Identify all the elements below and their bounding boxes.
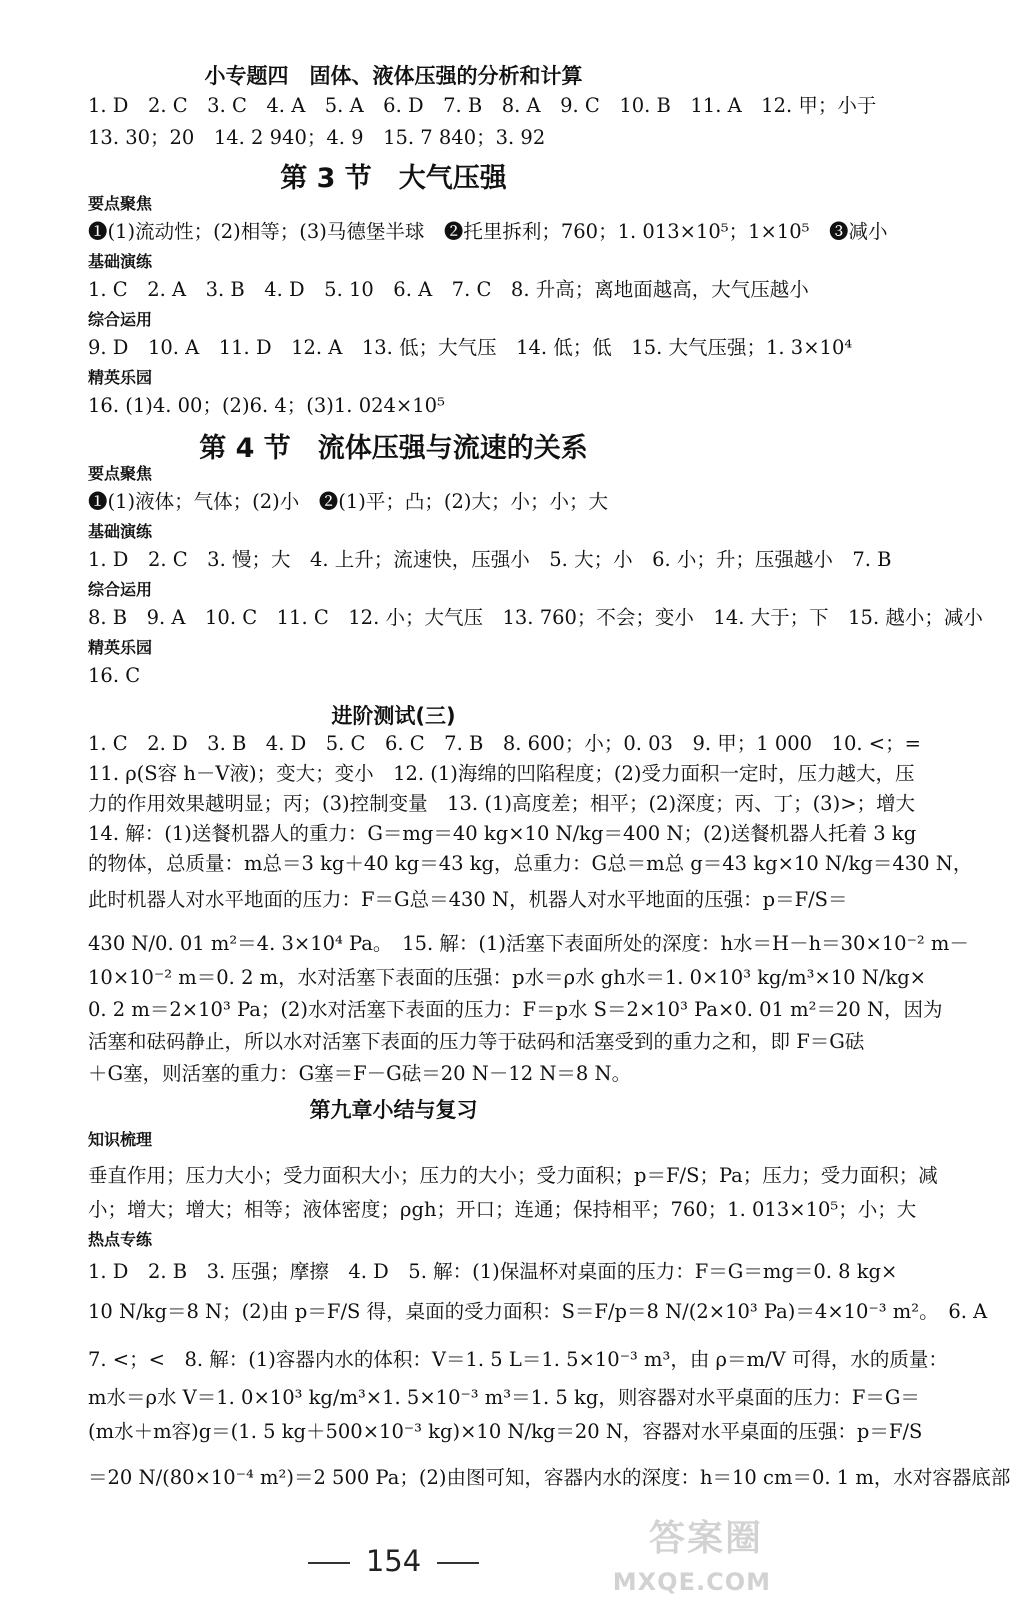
chapter9-hot-line-4: m水＝ρ水 V＝1. 0×10³ kg/m³×1. 5×10⁻³ m³＝1. 5 kg，则容器对水平桌面的压力：F＝G＝ (88, 1386, 920, 1409)
test3-line-5: 的物体，总质量：m总＝3 kg＋40 kg＝43 kg，总重力：G总＝m总 g＝43 kg×10 N/kg＝430 N， (88, 852, 973, 875)
topic4-line-1: 1. D 2. C 3. C 4. A 5. A 6. D 7. B 8. A 9. C 10. B 11. A 12. 甲；小于 (88, 94, 877, 117)
test3-line-6: 此时机器人对水平地面的压力：F＝G总＝430 N，机器人对水平地面的压强：p＝F/S＝ (88, 888, 848, 911)
chapter9-knowledge-line-1: 垂直作用；压力大小；受力面积大小；压力的大小；受力面积；p＝F/S；Pa；压力；受力面积；减 (88, 1164, 938, 1187)
topic4-line-2: 13. 30；20 14. 2 940；4. 9 15. 7 840；3. 92 (88, 126, 546, 149)
watermark-logo (591, 1508, 781, 1596)
section3-basic-line: 1. C 2. A 3. B 4. D 5. 10 6. A 7. C 8. 升高；离地面越高，大气压越小 (88, 278, 809, 301)
test3-line-7: 430 N/0. 01 m²＝4. 3×10⁴ Pa。 15. 解：(1)活塞下表面所处的深度：h水＝H－h＝30×10⁻² m－ (88, 932, 969, 955)
section3-comp-heading: 综合运用 (88, 310, 153, 329)
test3-line-1: 1. C 2. D 3. B 4. D 5. C 6. C 7. B 8. 600；小；0. 03 9. 甲；1 000 10. <；= (88, 732, 921, 755)
chapter9-hot-heading: 热点专练 (88, 1230, 153, 1249)
test3-line-4: 14. 解：(1)送餐机器人的重力：G＝mg＝40 kg×10 N/kg＝400 N；(2)送餐机器人托着 3 kg (88, 822, 917, 845)
watermark-url: MXQE.COM (612, 1568, 771, 1596)
chapter9-hot-line-3: 7. <；< 8. 解：(1)容器内水的体积：V＝1. 5 L＝1. 5×10⁻³ m³，由 ρ＝m/V 可得，水的质量： (88, 1348, 948, 1371)
chapter9-hot-line-6: ＝20 N/(80×10⁻⁴ m²)＝2 500 Pa；(2)由图可知，容器内水的深度：h＝10 cm＝0. 1 m，水对容器底部 (88, 1466, 1010, 1489)
test3-line-9: 0. 2 m＝2×10³ Pa；(2)水对活塞下表面的压力：F＝p水 S＝2×10³ Pa×0. 01 m²＝20 N，因为 (88, 998, 943, 1021)
section3-key-heading: 要点聚焦 (88, 194, 153, 213)
page-number-dash-right (437, 1562, 479, 1564)
test3-line-10: 活塞和砝码静止，所以水对活塞下表面的压力等于砝码和活塞受到的重力之和，即 F＝G砝 (88, 1030, 865, 1053)
section4-key-line: ❶(1)液体；气体；(2)小 ❷(1)平；凸；(2)大；小；小；大 (88, 490, 608, 513)
section3-key-line: ❶(1)流动性；(2)相等；(3)马德堡半球 ❷托里拆利；760；1. 013×10⁵；1×10⁵ ❸减小 (88, 220, 888, 243)
chapter9-knowledge-line-2: 小；增大；增大；相等；液体密度；ρgh；开口；连通；保持相平；760；1. 013×10⁵；小；大 (88, 1198, 917, 1221)
section4-basic-heading: 基础演练 (88, 522, 153, 541)
page-number-text: 154 (365, 1544, 422, 1578)
chapter9-hot-line-1: 1. D 2. B 3. 压强；摩擦 4. D 5. 解：(1)保温杯对桌面的压力：F＝G＝mg＝0. 8 kg× (88, 1260, 898, 1283)
section4-elite-heading: 精英乐园 (88, 638, 153, 657)
chapter9-hot-line-2: 10 N/kg＝8 N；(2)由 p＝F/S 得，桌面的受力面积：S＝F/p＝8 N/(2×10³ Pa)＝4×10⁻³ m²。 6. A (88, 1300, 988, 1323)
section3-basic-heading: 基础演练 (88, 252, 153, 271)
section3-comp-line: 9. D 10. A 11. D 12. A 13. 低；大气压 14. 低；低 15. 大气压强；1. 3×10⁴ (88, 336, 853, 359)
section3-elite-line: 16. (1)4. 00；(2)6. 4；(3)1. 024×10⁵ (88, 394, 445, 417)
section4-title: 第 4 节 流体压强与流速的关系 (199, 433, 588, 464)
chapter9-title: 第九章小结与复习 (309, 1098, 478, 1122)
topic4-title: 小专题四 固体、液体压强的分析和计算 (204, 64, 583, 88)
test3-line-3: 力的作用效果越明显；丙；(3)控制变量 13. (1)高度差；相平；(2)深度；丙、丁；(3)>；增大 (88, 792, 916, 815)
section4-basic-line: 1. D 2. C 3. 慢；大 4. 上升；流速快，压强小 5. 大；小 6. 小；升；压强越小 7. B (88, 548, 892, 571)
chapter9-hot-line-5: (m水＋m容)g＝(1. 5 kg＋500×10⁻³ kg)×10 N/kg＝20 N，容器对水平桌面的压强：p＝F/S (88, 1420, 923, 1443)
test3-title: 进阶测试(三) (331, 704, 456, 728)
section4-key-heading: 要点聚焦 (88, 464, 153, 483)
section3-elite-heading: 精英乐园 (88, 368, 153, 387)
page-number-dash-left (308, 1562, 350, 1564)
watermark-text: 答案圈 (648, 1518, 763, 1559)
test3-line-2: 11. ρ(S容 h－V液)；变大；变小 12. (1)海绵的凹陷程度；(2)受力面积一定时，压力越大，压 (88, 762, 915, 785)
section4-elite-line: 16. C (88, 664, 141, 687)
test3-line-11: ＋G塞，则活塞的重力：G塞＝F－G砝＝20 N－12 N＝8 N。 (88, 1062, 632, 1085)
section3-title: 第 3 节 大气压强 (280, 163, 507, 194)
chapter9-knowledge-heading: 知识梳理 (88, 1130, 153, 1149)
section4-comp-heading: 综合运用 (88, 580, 153, 599)
section4-comp-line: 8. B 9. A 10. C 11. C 12. 小；大气压 13. 760；不会；变小 14. 大于；下 15. 越小；减小 (88, 606, 983, 629)
test3-line-8: 10×10⁻² m＝0. 2 m，水对活塞下表面的压强：p水＝ρ水 gh水＝1. 0×10³ kg/m³×10 N/kg× (88, 966, 927, 989)
